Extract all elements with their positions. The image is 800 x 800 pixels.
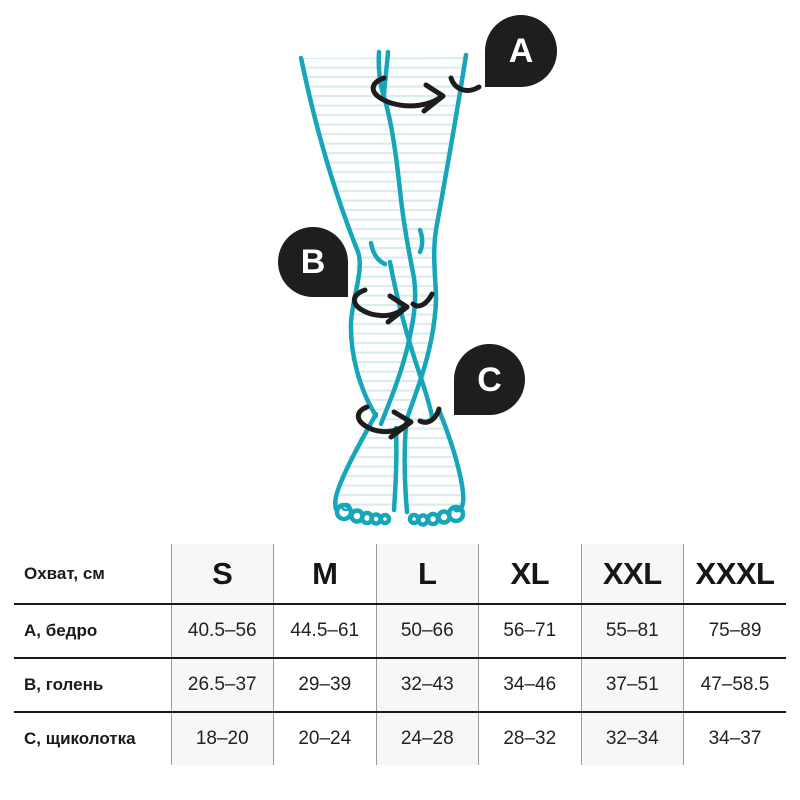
thigh-xxl: 55–81: [581, 604, 684, 658]
ankle-xl: 28–32: [479, 712, 582, 765]
size-column-xxxl: XXXL: [684, 544, 787, 604]
size-column-xl: XL: [479, 544, 582, 604]
size-column-l: L: [376, 544, 479, 604]
calf-xxxl: 47–58.5: [684, 658, 787, 712]
left-foot-inner: [394, 428, 396, 510]
ankle-xxxl: 34–37: [684, 712, 787, 765]
ankle-m: 20–24: [274, 712, 377, 765]
thigh-xl: 56–71: [479, 604, 582, 658]
ankle-xxl: 32–34: [581, 712, 684, 765]
thigh-l: 50–66: [376, 604, 479, 658]
row-label-thigh: А, бедро: [24, 621, 98, 640]
ankle-l: 24–28: [376, 712, 479, 765]
thigh-xxxl: 75–89: [684, 604, 787, 658]
right-toe-5: [410, 515, 418, 523]
marker-label-b: B: [300, 243, 326, 281]
marker-badge-b: [278, 227, 348, 297]
size-table-header-row: [14, 544, 786, 604]
size-column-m: M: [274, 544, 377, 604]
table-row-thigh: [14, 604, 786, 658]
calf-l: 32–43: [376, 658, 479, 712]
calf-xxl: 37–51: [581, 658, 684, 712]
thigh-m: 44.5–61: [274, 604, 377, 658]
right-toenail-big: [454, 508, 461, 513]
right-knee-dash: [420, 230, 422, 252]
right-foot-inner: [405, 426, 407, 512]
calf-xl: 34–46: [479, 658, 582, 712]
thigh-s: 40.5–56: [171, 604, 274, 658]
calf-m: 29–39: [274, 658, 377, 712]
table-corner-label: Охват, см: [24, 563, 105, 583]
left-toe-5: [381, 515, 389, 523]
marker-badge-a: [485, 15, 557, 87]
ankle-s: 18–20: [171, 712, 274, 765]
marker-label-c: C: [477, 360, 502, 399]
row-label-calf: В, голень: [24, 675, 104, 694]
marker-badge-c: [454, 344, 525, 415]
size-table: [14, 544, 786, 765]
marker-label-a: A: [508, 32, 534, 70]
size-column-xxl: XXL: [581, 544, 684, 604]
size-column-s: S: [171, 544, 274, 604]
table-row-ankle: [14, 712, 786, 765]
calf-s: 26.5–37: [171, 658, 274, 712]
table-row-calf: [14, 658, 786, 712]
right-toenail-small: [438, 512, 443, 516]
row-label-ankle: С, щиколотка: [24, 729, 136, 748]
